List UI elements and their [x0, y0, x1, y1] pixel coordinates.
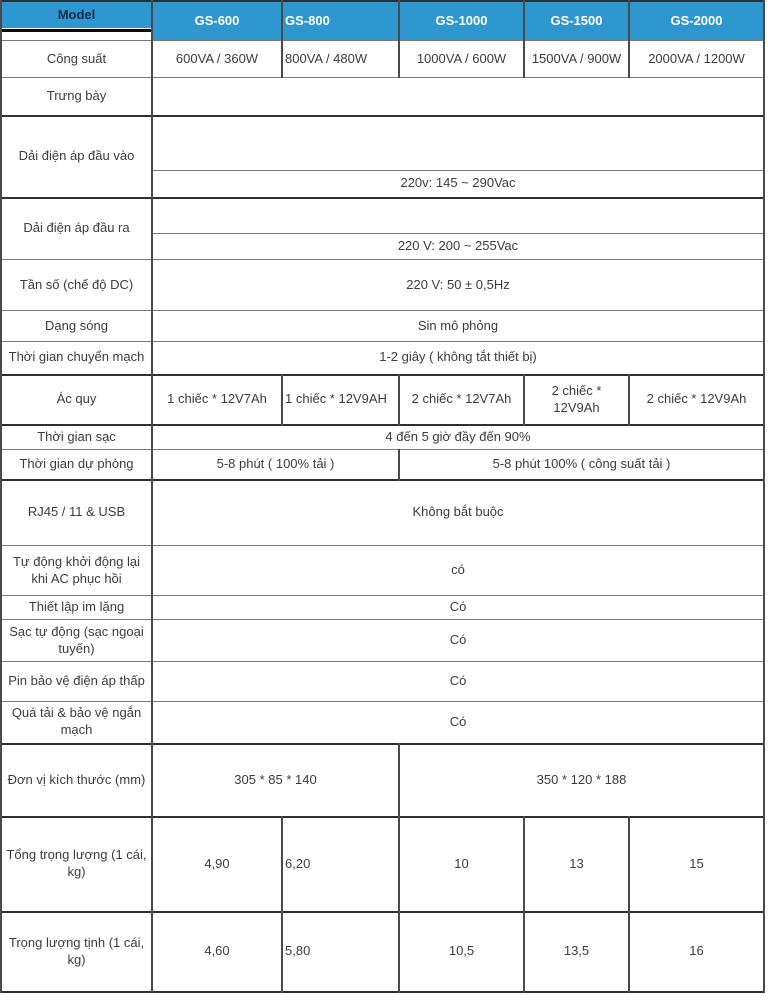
- cell-tong-trong-luong-gs-1000: 10: [399, 817, 524, 912]
- column-header-gs-600: GS-600: [152, 1, 282, 41]
- cell-pin-bao-ve: Có: [152, 662, 764, 702]
- row-thiet-lap-im-lang: [1, 596, 764, 620]
- row-label-cong-suat: Công suất: [1, 41, 152, 78]
- cell-dang-song: Sin mô phỏng: [152, 311, 764, 342]
- row-thoi-gian-chuyen-mach: [1, 342, 764, 375]
- cell-cong-suat-gs-1500: 1500VA / 900W: [524, 41, 629, 78]
- row-kich-thuoc: [1, 744, 764, 817]
- cell-thiet-lap-im-lang: Có: [152, 596, 764, 620]
- row-cong-suat: [1, 41, 764, 78]
- row-label-dai-dien-ap-dau-vao: Dải điện áp đầu vào: [1, 116, 152, 198]
- cell-thoi-gian-chuyen-mach: 1-2 giây ( không tắt thiết bị): [152, 342, 764, 375]
- cell-tan-so: 220 V: 50 ± 0,5Hz: [152, 260, 764, 311]
- cell-trong-luong-tinh-gs-600: 4,60: [152, 912, 282, 992]
- row-label-thoi-gian-sac: Thời gian sạc: [1, 425, 152, 450]
- row-thoi-gian-du-phong: [1, 450, 764, 480]
- row-label-pin-bao-ve: Pin bảo vệ điện áp thấp: [1, 662, 152, 702]
- cell-ac-quy-gs-1500: 2 chiếc * 12V9Ah: [524, 375, 629, 425]
- column-header-gs-800: GS-800: [282, 1, 399, 41]
- row-ac-quy: [1, 375, 764, 425]
- cell-tong-trong-luong-gs-2000: 15: [629, 817, 764, 912]
- cell-trung-bay: [152, 78, 764, 116]
- cell-cong-suat-gs-600: 600VA / 360W: [152, 41, 282, 78]
- row-thoi-gian-sac: [1, 425, 764, 450]
- row-tong-trong-luong: [1, 817, 764, 912]
- row-label-tong-trong-luong: Tổng trọng lượng (1 cái, kg): [1, 817, 152, 912]
- cell-cong-suat-gs-1000: 1000VA / 600W: [399, 41, 524, 78]
- row-label-thiet-lap-im-lang: Thiết lập im lặng: [1, 596, 152, 620]
- cell-dai-dien-ap-dau-vao: 220v: 145 ~ 290Vac: [152, 171, 764, 198]
- model-header-cell: [1, 1, 152, 41]
- row-label-dang-song: Dạng sóng: [1, 311, 152, 342]
- cell-trong-luong-tinh-gs-1000: 10,5: [399, 912, 524, 992]
- cell-ac-quy-gs-800: 1 chiếc * 12V9AH: [282, 375, 399, 425]
- cell-kich-thuoc-left: 305 * 85 * 140: [152, 744, 399, 817]
- row-dai-dien-ap-dau-ra: [1, 198, 764, 234]
- row-label-rj45: RJ45 / 11 & USB: [1, 480, 152, 546]
- cell-tong-trong-luong-gs-800: 6,20: [282, 817, 399, 912]
- row-label-trong-luong-tinh: Trọng lượng tịnh (1 cái, kg): [1, 912, 152, 992]
- cell-dai-dien-ap-dau-ra: 220 V: 200 ~ 255Vac: [152, 234, 764, 260]
- cell-qua-tai: Có: [152, 702, 764, 744]
- row-sac-tu-dong: [1, 620, 764, 662]
- row-trung-bay: [1, 78, 764, 116]
- cell-tong-trong-luong-gs-600: 4,90: [152, 817, 282, 912]
- row-tu-dong-khoi-dong: [1, 546, 764, 596]
- row-tan-so: [1, 260, 764, 311]
- model-underline: [2, 29, 151, 32]
- cell-sac-tu-dong: Có: [152, 620, 764, 662]
- cell-rj45: Không bắt buộc: [152, 480, 764, 546]
- model-header-label: Model: [2, 2, 151, 28]
- row-label-kich-thuoc: Đơn vị kích thước (mm): [1, 744, 152, 817]
- row-dai-dien-ap-dau-vao: [1, 116, 764, 171]
- row-label-tan-so: Tần số (chế độ DC): [1, 260, 152, 311]
- row-pin-bao-ve: [1, 662, 764, 702]
- cell-ac-quy-gs-1000: 2 chiếc * 12V7Ah: [399, 375, 524, 425]
- row-label-thoi-gian-du-phong: Thời gian dự phòng: [1, 450, 152, 480]
- row-label-sac-tu-dong: Sạc tự động (sạc ngoại tuyến): [1, 620, 152, 662]
- cell-ac-quy-gs-2000: 2 chiếc * 12V9Ah: [629, 375, 764, 425]
- cell-cong-suat-gs-2000: 2000VA / 1200W: [629, 41, 764, 78]
- cell-trong-luong-tinh-gs-2000: 16: [629, 912, 764, 992]
- cell-dai-dien-ap-dau-vao-empty: [152, 116, 764, 171]
- row-dang-song: [1, 311, 764, 342]
- cell-tong-trong-luong-gs-1500: 13: [524, 817, 629, 912]
- row-trong-luong-tinh: [1, 912, 764, 992]
- cell-thoi-gian-du-phong-right: 5-8 phút 100% ( công suất tải ): [399, 450, 764, 480]
- cell-thoi-gian-du-phong-left: 5-8 phút ( 100% tải ): [152, 450, 399, 480]
- row-rj45: [1, 480, 764, 546]
- column-header-gs-1000: GS-1000: [399, 1, 524, 41]
- row-label-trung-bay: Trưng bày: [1, 78, 152, 116]
- cell-dai-dien-ap-dau-ra-empty: [152, 198, 764, 234]
- row-label-tu-dong-khoi-dong: Tự động khởi động lại khi AC phục hồi: [1, 546, 152, 596]
- cell-tu-dong-khoi-dong: có: [152, 546, 764, 596]
- cell-thoi-gian-sac: 4 đến 5 giờ đầy đến 90%: [152, 425, 764, 450]
- cell-kich-thuoc-right: 350 * 120 * 188: [399, 744, 764, 817]
- row-label-ac-quy: Ác quy: [1, 375, 152, 425]
- cell-trong-luong-tinh-gs-1500: 13,5: [524, 912, 629, 992]
- cell-cong-suat-gs-800: 800VA / 480W: [282, 41, 399, 78]
- row-label-thoi-gian-chuyen-mach: Thời gian chuyển mạch: [1, 342, 152, 375]
- row-label-dai-dien-ap-dau-ra: Dải điện áp đầu ra: [1, 198, 152, 260]
- cell-ac-quy-gs-600: 1 chiếc * 12V7Ah: [152, 375, 282, 425]
- column-header-gs-1500: GS-1500: [524, 1, 629, 41]
- row-qua-tai: [1, 702, 764, 744]
- row-label-qua-tai: Quá tải & bảo vệ ngắn mạch: [1, 702, 152, 744]
- column-header-gs-2000: GS-2000: [629, 1, 764, 41]
- header-row: [1, 1, 764, 41]
- cell-trong-luong-tinh-gs-800: 5,80: [282, 912, 399, 992]
